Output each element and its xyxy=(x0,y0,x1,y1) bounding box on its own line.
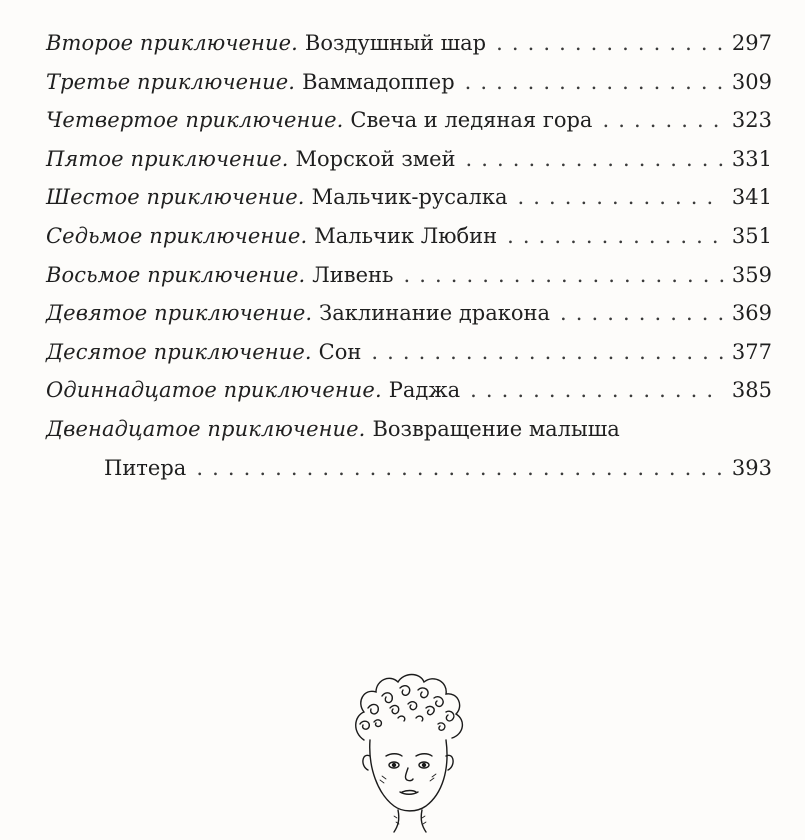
toc-entry-line-2 xyxy=(46,449,772,488)
entry-kicker: Одиннадцатое приключение. xyxy=(46,378,382,403)
toc-entry[interactable] xyxy=(46,63,772,102)
entry-page-number: 359 xyxy=(731,262,772,287)
entry-page-number: 297 xyxy=(731,31,772,55)
entry-title: Раджа xyxy=(388,378,461,403)
entry-kicker: Четвертое приключение. xyxy=(46,108,344,133)
dot-leader xyxy=(507,217,724,256)
toc-entry[interactable] xyxy=(46,178,772,217)
dot-leader xyxy=(518,178,724,217)
entry-page-number: 377 xyxy=(731,339,772,364)
entry-title: Ваммадоппер xyxy=(302,69,455,94)
toc-entry[interactable] xyxy=(46,217,772,256)
entry-page-number: 369 xyxy=(731,301,772,326)
dot-leader xyxy=(465,63,724,102)
dot-leader xyxy=(496,24,724,63)
entry-title: Воздушный шар xyxy=(304,31,487,55)
dot-leader xyxy=(560,294,724,333)
table-of-contents xyxy=(46,24,772,487)
entry-kicker: Третье приключение. xyxy=(46,69,296,94)
entry-title: Ливень xyxy=(312,262,394,287)
entry-page-number: 323 xyxy=(731,108,772,133)
entry-kicker: Восьмое приключение. xyxy=(46,262,306,287)
entry-kicker: Шестое приключение. xyxy=(46,185,305,210)
entry-kicker: Девятое приключение. xyxy=(46,301,313,326)
entry-title: Морской змей xyxy=(295,146,456,171)
entry-title: Мальчик-русалка xyxy=(311,185,508,210)
dot-leader xyxy=(196,449,724,488)
entry-title-line-2: Питера xyxy=(104,455,187,480)
toc-entry[interactable] xyxy=(46,256,772,295)
entry-kicker: Двенадцатое приключение. xyxy=(46,416,366,441)
dot-leader xyxy=(602,101,723,140)
entry-title: Сон xyxy=(318,339,362,364)
entry-kicker: Седьмое приключение. xyxy=(46,223,308,248)
toc-entry-multiline[interactable] xyxy=(46,410,772,487)
dot-leader xyxy=(403,256,723,295)
dot-leader xyxy=(371,333,724,372)
entry-title: Заклинание дракона xyxy=(319,301,550,326)
toc-entry[interactable] xyxy=(46,140,772,179)
toc-entry-line-1 xyxy=(46,410,772,449)
toc-entry[interactable] xyxy=(46,294,772,333)
entry-page-number: 393 xyxy=(731,455,772,480)
entry-kicker: Десятое приключение. xyxy=(46,339,312,364)
entry-title-line-1: Возвращение малыша xyxy=(372,416,620,441)
entry-page-number: 351 xyxy=(731,223,772,248)
toc-entry[interactable] xyxy=(46,101,772,140)
entry-page-number: 341 xyxy=(731,185,772,210)
entry-title: Свеча и ледяная гора xyxy=(350,108,593,133)
dot-leader xyxy=(466,140,724,179)
toc-entry[interactable] xyxy=(46,333,772,372)
dot-leader xyxy=(470,371,724,410)
curly-haired-child-portrait-icon xyxy=(342,668,474,836)
entry-title: Мальчик Любин xyxy=(314,223,498,248)
entry-page-number: 309 xyxy=(731,69,772,94)
entry-page-number: 331 xyxy=(731,146,772,171)
toc-entry[interactable] xyxy=(46,371,772,410)
entry-kicker: Второе приключение. xyxy=(46,31,298,55)
entry-kicker: Пятое приключение. xyxy=(46,146,289,171)
entry-page-number: 385 xyxy=(731,378,772,403)
toc-entry[interactable] xyxy=(46,24,772,63)
